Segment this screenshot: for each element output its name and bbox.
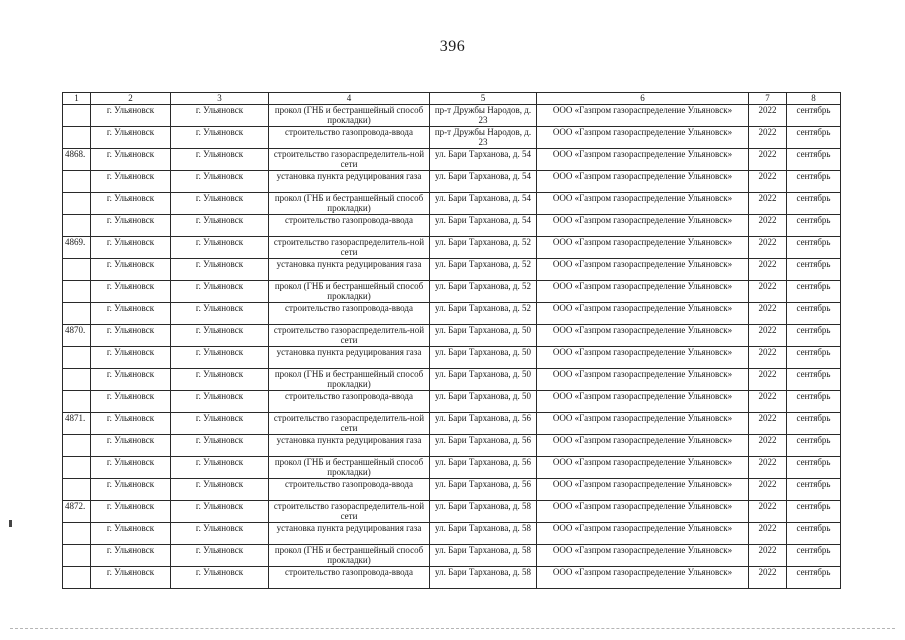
cell-year: 2022: [749, 479, 787, 501]
cell-entry-number: [63, 479, 91, 501]
cell-municipality: г. Ульяновск: [91, 171, 171, 193]
cell-locality: г. Ульяновск: [171, 391, 269, 413]
table-row: [63, 391, 841, 413]
header-col-1: 1: [63, 93, 91, 105]
cell-address: ул. Бари Тарханова, д. 50: [430, 325, 537, 347]
cell-year: 2022: [749, 105, 787, 127]
cell-entry-number: [63, 193, 91, 215]
cell-year: 2022: [749, 501, 787, 523]
cell-entry-number: 4868.: [63, 149, 91, 171]
cell-municipality: г. Ульяновск: [91, 545, 171, 567]
cell-address: ул. Бари Тарханова, д. 50: [430, 391, 537, 413]
cell-year: 2022: [749, 237, 787, 259]
cell-month: сентябрь: [787, 369, 841, 391]
cell-locality: г. Ульяновск: [171, 501, 269, 523]
table-row: [63, 567, 841, 589]
cell-month: сентябрь: [787, 413, 841, 435]
cell-entry-number: [63, 281, 91, 303]
cell-month: сентябрь: [787, 479, 841, 501]
table-row: [63, 237, 841, 259]
register-table: [62, 92, 841, 589]
cell-organization: ООО «Газпром газораспределение Ульяновск»: [537, 567, 749, 589]
cell-address: ул. Бари Тарханова, д. 58: [430, 567, 537, 589]
cell-municipality: г. Ульяновск: [91, 369, 171, 391]
cell-municipality: г. Ульяновск: [91, 413, 171, 435]
cell-month: сентябрь: [787, 193, 841, 215]
cell-month: сентябрь: [787, 325, 841, 347]
cell-organization: ООО «Газпром газораспределение Ульяновск»: [537, 369, 749, 391]
cell-organization: ООО «Газпром газораспределение Ульяновск»: [537, 523, 749, 545]
cell-entry-number: [63, 545, 91, 567]
cell-address: ул. Бари Тарханова, д. 58: [430, 545, 537, 567]
cell-address: ул. Бари Тарханова, д. 54: [430, 193, 537, 215]
cell-municipality: г. Ульяновск: [91, 567, 171, 589]
cell-entry-number: [63, 215, 91, 237]
cell-locality: г. Ульяновск: [171, 545, 269, 567]
cell-month: сентябрь: [787, 523, 841, 545]
table-row: [63, 149, 841, 171]
table-row: [63, 457, 841, 479]
table-row: [63, 545, 841, 567]
cell-year: 2022: [749, 149, 787, 171]
cell-year: 2022: [749, 369, 787, 391]
cell-address: ул. Бари Тарханова, д. 52: [430, 303, 537, 325]
table-row: [63, 413, 841, 435]
cell-work-type: установка пункта редуцирования газа: [269, 523, 430, 545]
table-row: [63, 347, 841, 369]
cell-locality: г. Ульяновск: [171, 347, 269, 369]
cell-organization: ООО «Газпром газораспределение Ульяновск»: [537, 237, 749, 259]
cell-work-type: прокол (ГНБ и бестраншейный способ прокладки): [269, 457, 430, 479]
cell-municipality: г. Ульяновск: [91, 105, 171, 127]
cell-entry-number: [63, 171, 91, 193]
cell-month: сентябрь: [787, 457, 841, 479]
cell-address: ул. Бари Тарханова, д. 54: [430, 149, 537, 171]
cell-municipality: г. Ульяновск: [91, 479, 171, 501]
cell-locality: г. Ульяновск: [171, 127, 269, 149]
cell-year: 2022: [749, 347, 787, 369]
header-col-2: 2: [91, 93, 171, 105]
cell-entry-number: [63, 127, 91, 149]
cell-year: 2022: [749, 325, 787, 347]
cell-municipality: г. Ульяновск: [91, 259, 171, 281]
cell-entry-number: [63, 391, 91, 413]
cell-work-type: строительство газораспределитель-ной сети: [269, 501, 430, 523]
cell-organization: ООО «Газпром газораспределение Ульяновск»: [537, 303, 749, 325]
cell-locality: г. Ульяновск: [171, 237, 269, 259]
cell-year: 2022: [749, 545, 787, 567]
cell-work-type: установка пункта редуцирования газа: [269, 435, 430, 457]
cell-address: ул. Бари Тарханова, д. 54: [430, 171, 537, 193]
scan-edge-line: [10, 628, 895, 629]
cell-address: ул. Бари Тарханова, д. 50: [430, 369, 537, 391]
cell-month: сентябрь: [787, 281, 841, 303]
table-row: [63, 127, 841, 149]
header-col-4: 4: [269, 93, 430, 105]
cell-work-type: строительство газораспределитель-ной сети: [269, 149, 430, 171]
table-row: [63, 259, 841, 281]
cell-year: 2022: [749, 413, 787, 435]
cell-work-type: прокол (ГНБ и бестраншейный способ прокладки): [269, 105, 430, 127]
cell-work-type: установка пункта редуцирования газа: [269, 259, 430, 281]
cell-municipality: г. Ульяновск: [91, 435, 171, 457]
header-row: [63, 93, 841, 105]
cell-locality: г. Ульяновск: [171, 281, 269, 303]
cell-work-type: строительство газопровода-ввода: [269, 479, 430, 501]
cell-municipality: г. Ульяновск: [91, 523, 171, 545]
cell-locality: г. Ульяновск: [171, 105, 269, 127]
cell-municipality: г. Ульяновск: [91, 391, 171, 413]
cell-year: 2022: [749, 215, 787, 237]
cell-year: 2022: [749, 127, 787, 149]
cell-month: сентябрь: [787, 347, 841, 369]
cell-organization: ООО «Газпром газораспределение Ульяновск»: [537, 545, 749, 567]
cell-work-type: строительство газораспределитель-ной сети: [269, 237, 430, 259]
page-number: 396: [439, 38, 466, 55]
cell-year: 2022: [749, 435, 787, 457]
cell-municipality: г. Ульяновск: [91, 149, 171, 171]
header-col-8: 8: [787, 93, 841, 105]
cell-year: 2022: [749, 523, 787, 545]
cell-entry-number: 4869.: [63, 237, 91, 259]
cell-locality: г. Ульяновск: [171, 259, 269, 281]
cell-organization: ООО «Газпром газораспределение Ульяновск»: [537, 413, 749, 435]
cell-locality: г. Ульяновск: [171, 369, 269, 391]
table-row: [63, 369, 841, 391]
cell-work-type: прокол (ГНБ и бестраншейный способ прокладки): [269, 545, 430, 567]
table-row: [63, 303, 841, 325]
cell-entry-number: 4871.: [63, 413, 91, 435]
cell-organization: ООО «Газпром газораспределение Ульяновск»: [537, 479, 749, 501]
cell-work-type: строительство газораспределитель-ной сети: [269, 413, 430, 435]
cell-year: 2022: [749, 193, 787, 215]
cell-year: 2022: [749, 567, 787, 589]
cell-month: сентябрь: [787, 149, 841, 171]
cell-organization: ООО «Газпром газораспределение Ульяновск»: [537, 391, 749, 413]
cell-locality: г. Ульяновск: [171, 215, 269, 237]
cell-locality: г. Ульяновск: [171, 171, 269, 193]
cell-address: ул. Бари Тарханова, д. 52: [430, 259, 537, 281]
cell-address: ул. Бари Тарханова, д. 56: [430, 435, 537, 457]
cell-entry-number: [63, 457, 91, 479]
cell-address: ул. Бари Тарханова, д. 50: [430, 347, 537, 369]
cell-organization: ООО «Газпром газораспределение Ульяновск»: [537, 347, 749, 369]
cell-locality: г. Ульяновск: [171, 149, 269, 171]
cell-municipality: г. Ульяновск: [91, 347, 171, 369]
table-row: [63, 435, 841, 457]
cell-organization: ООО «Газпром газораспределение Ульяновск»: [537, 325, 749, 347]
cell-month: сентябрь: [787, 501, 841, 523]
cell-entry-number: [63, 105, 91, 127]
cell-work-type: установка пункта редуцирования газа: [269, 171, 430, 193]
cell-address: пр-т Дружбы Народов, д. 23: [430, 127, 537, 149]
cell-entry-number: 4870.: [63, 325, 91, 347]
cell-work-type: строительство газопровода-ввода: [269, 303, 430, 325]
table-row: [63, 501, 841, 523]
cell-work-type: строительство газопровода-ввода: [269, 215, 430, 237]
cell-year: 2022: [749, 259, 787, 281]
cell-address: ул. Бари Тарханова, д. 56: [430, 457, 537, 479]
cell-organization: ООО «Газпром газораспределение Ульяновск»: [537, 501, 749, 523]
cell-municipality: г. Ульяновск: [91, 325, 171, 347]
cell-municipality: г. Ульяновск: [91, 215, 171, 237]
table-row: [63, 281, 841, 303]
cell-municipality: г. Ульяновск: [91, 501, 171, 523]
cell-locality: г. Ульяновск: [171, 193, 269, 215]
table-row: [63, 215, 841, 237]
cell-work-type: прокол (ГНБ и бестраншейный способ прокладки): [269, 281, 430, 303]
cell-entry-number: [63, 303, 91, 325]
cell-address: ул. Бари Тарханова, д. 58: [430, 501, 537, 523]
cell-locality: г. Ульяновск: [171, 325, 269, 347]
cell-month: сентябрь: [787, 259, 841, 281]
cell-month: сентябрь: [787, 215, 841, 237]
cell-year: 2022: [749, 171, 787, 193]
cell-entry-number: 4872.: [63, 501, 91, 523]
scan-mark: [9, 520, 12, 527]
header-col-5: 5: [430, 93, 537, 105]
cell-organization: ООО «Газпром газораспределение Ульяновск»: [537, 435, 749, 457]
cell-work-type: прокол (ГНБ и бестраншейный способ прокладки): [269, 193, 430, 215]
cell-work-type: прокол (ГНБ и бестраншейный способ прокладки): [269, 369, 430, 391]
cell-month: сентябрь: [787, 127, 841, 149]
cell-municipality: г. Ульяновск: [91, 193, 171, 215]
cell-work-type: строительство газопровода-ввода: [269, 391, 430, 413]
header-col-7: 7: [749, 93, 787, 105]
cell-address: ул. Бари Тарханова, д. 52: [430, 281, 537, 303]
cell-locality: г. Ульяновск: [171, 523, 269, 545]
cell-locality: г. Ульяновск: [171, 413, 269, 435]
table-row: [63, 193, 841, 215]
cell-work-type: строительство газопровода-ввода: [269, 127, 430, 149]
cell-organization: ООО «Газпром газораспределение Ульяновск»: [537, 171, 749, 193]
cell-organization: ООО «Газпром газораспределение Ульяновск»: [537, 127, 749, 149]
cell-address: пр-т Дружбы Народов, д. 23: [430, 105, 537, 127]
cell-address: ул. Бари Тарханова, д. 58: [430, 523, 537, 545]
cell-entry-number: [63, 369, 91, 391]
cell-month: сентябрь: [787, 435, 841, 457]
cell-address: ул. Бари Тарханова, д. 56: [430, 479, 537, 501]
table-body: [63, 105, 841, 589]
cell-municipality: г. Ульяновск: [91, 281, 171, 303]
cell-organization: ООО «Газпром газораспределение Ульяновск»: [537, 105, 749, 127]
cell-address: ул. Бари Тарханова, д. 56: [430, 413, 537, 435]
table-row: [63, 171, 841, 193]
cell-year: 2022: [749, 457, 787, 479]
cell-year: 2022: [749, 281, 787, 303]
cell-locality: г. Ульяновск: [171, 567, 269, 589]
cell-address: ул. Бари Тарханова, д. 52: [430, 237, 537, 259]
cell-locality: г. Ульяновск: [171, 457, 269, 479]
cell-municipality: г. Ульяновск: [91, 303, 171, 325]
cell-month: сентябрь: [787, 105, 841, 127]
cell-locality: г. Ульяновск: [171, 479, 269, 501]
header-col-6: 6: [537, 93, 749, 105]
cell-organization: ООО «Газпром газораспределение Ульяновск»: [537, 281, 749, 303]
cell-address: ул. Бари Тарханова, д. 54: [430, 215, 537, 237]
cell-year: 2022: [749, 391, 787, 413]
header-col-3: 3: [171, 93, 269, 105]
table-row: [63, 325, 841, 347]
cell-organization: ООО «Газпром газораспределение Ульяновск»: [537, 193, 749, 215]
cell-year: 2022: [749, 303, 787, 325]
cell-organization: ООО «Газпром газораспределение Ульяновск»: [537, 457, 749, 479]
cell-entry-number: [63, 435, 91, 457]
cell-month: сентябрь: [787, 237, 841, 259]
cell-entry-number: [63, 567, 91, 589]
cell-month: сентябрь: [787, 545, 841, 567]
cell-municipality: г. Ульяновск: [91, 457, 171, 479]
table-row: [63, 105, 841, 127]
cell-month: сентябрь: [787, 391, 841, 413]
cell-month: сентябрь: [787, 171, 841, 193]
cell-locality: г. Ульяновск: [171, 435, 269, 457]
cell-organization: ООО «Газпром газораспределение Ульяновск»: [537, 149, 749, 171]
table-row: [63, 479, 841, 501]
cell-entry-number: [63, 259, 91, 281]
cell-month: сентябрь: [787, 567, 841, 589]
cell-entry-number: [63, 347, 91, 369]
table-row: [63, 523, 841, 545]
cell-municipality: г. Ульяновск: [91, 127, 171, 149]
cell-work-type: установка пункта редуцирования газа: [269, 347, 430, 369]
cell-municipality: г. Ульяновск: [91, 237, 171, 259]
cell-entry-number: [63, 523, 91, 545]
cell-month: сентябрь: [787, 303, 841, 325]
cell-work-type: строительство газораспределитель-ной сети: [269, 325, 430, 347]
cell-organization: ООО «Газпром газораспределение Ульяновск»: [537, 215, 749, 237]
cell-work-type: строительство газопровода-ввода: [269, 567, 430, 589]
cell-locality: г. Ульяновск: [171, 303, 269, 325]
cell-organization: ООО «Газпром газораспределение Ульяновск»: [537, 259, 749, 281]
